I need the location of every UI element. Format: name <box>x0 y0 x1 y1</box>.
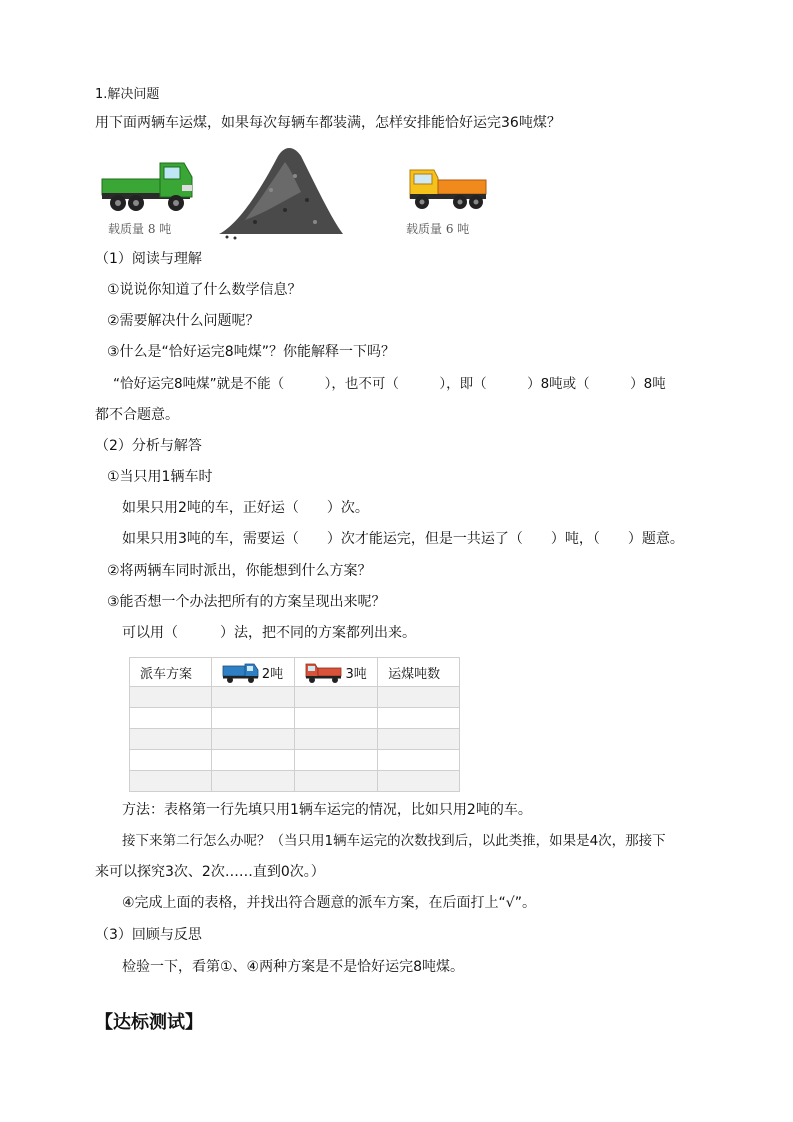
part1-q3: ③什么是“恰好运完8吨煤”？你能解释一下吗？ <box>107 344 395 360</box>
table-cell[interactable] <box>130 687 212 708</box>
part2-step3a: 可以用（ ）法，把不同的方案都列出来。 <box>122 625 416 641</box>
table-cell[interactable] <box>130 729 212 750</box>
table-cell[interactable] <box>378 750 460 771</box>
method-text: 方法：表格第一行先填只用1辆车运完的情况，比如只用2吨的车。 <box>122 802 532 818</box>
problem-question: 用下面两辆车运煤，如果每次每辆车都装满，怎样安排能恰好运完36吨煤？ <box>95 115 561 131</box>
table-header-row <box>130 658 460 687</box>
table-cell[interactable] <box>211 708 295 729</box>
part3-check: 检验一下，看第①、④两种方案是不是恰好运完8吨煤。 <box>122 959 465 975</box>
orange-truck-icon <box>408 162 490 212</box>
table-cell[interactable] <box>378 729 460 750</box>
table-cell[interactable] <box>130 771 212 792</box>
table-row <box>130 687 460 708</box>
table-cell[interactable] <box>130 750 212 771</box>
blue-truck-icon <box>222 660 260 684</box>
table-cell[interactable] <box>378 708 460 729</box>
table-row <box>130 771 460 792</box>
part1-title: （1）阅读与理解 <box>95 251 202 267</box>
part2-step1a: 如果只用2吨的车，正好运（ ）次。 <box>122 500 369 516</box>
part2-step1b: 如果只用3吨的车，需要运（ ）次才能运完，但是一共运了（ ）吨，（ ）题意。 <box>122 531 684 547</box>
plan-table <box>129 657 460 792</box>
part1-q1: ①说说你知道了什么数学信息？ <box>107 282 302 298</box>
part2-title: （2）分析与解答 <box>95 438 202 454</box>
table-cell[interactable] <box>378 771 460 792</box>
table-cell[interactable] <box>378 687 460 708</box>
header-3ton <box>295 658 378 687</box>
part1-fill-line1: “恰好运完8吨煤”就是不能（ ），也不可（ ），即（ ）8吨或（ ）8吨 <box>113 376 666 392</box>
green-truck-icon <box>100 155 196 215</box>
table-cell[interactable] <box>295 708 378 729</box>
table-cell[interactable] <box>211 771 295 792</box>
table-cell[interactable] <box>295 729 378 750</box>
part1-fill-line2: 都不合题意。 <box>95 407 179 423</box>
table-cell[interactable] <box>295 771 378 792</box>
header-2ton-label: 2吨 <box>261 666 284 682</box>
header-coal-tons <box>378 658 460 687</box>
header-coal-tons-label: 运煤吨数 <box>388 666 441 682</box>
table-row <box>130 729 460 750</box>
next-step-line2: 来可以探究3次、2次……直到0次。） <box>95 864 325 880</box>
orange-truck-caption: 载质量 6 吨 <box>406 222 470 236</box>
header-plan <box>130 658 212 687</box>
red-truck-icon <box>305 660 343 684</box>
header-3ton-label: 3吨 <box>345 666 367 682</box>
table-cell[interactable] <box>211 687 295 708</box>
table-row <box>130 708 460 729</box>
table-cell[interactable] <box>130 708 212 729</box>
coal-pile-icon <box>215 140 345 240</box>
part2-step1: ①当只用1辆车时 <box>107 469 213 485</box>
table-cell[interactable] <box>295 687 378 708</box>
part2-step4: ④完成上面的表格，并找出符合题意的派车方案，在后面打上“√”。 <box>122 895 536 911</box>
table-cell[interactable] <box>211 750 295 771</box>
next-step-line1: 接下来第二行怎么办呢？（当只用1辆车运完的次数找到后，以此类推，如果是4次，那接下 <box>122 833 666 849</box>
header-2ton <box>211 658 295 687</box>
table-cell[interactable] <box>295 750 378 771</box>
test-title: 【达标测试】 <box>95 1012 203 1033</box>
part2-step3: ③能否想一个办法把所有的方案呈现出来呢？ <box>107 594 386 610</box>
green-truck-caption: 载质量 8 吨 <box>108 222 172 236</box>
table-row <box>130 750 460 771</box>
part1-q2: ②需要解决什么问题呢？ <box>107 313 260 329</box>
part2-step2: ②将两辆车同时派出，你能想到什么方案？ <box>107 563 372 579</box>
section-heading: 1.解决问题 <box>95 87 160 102</box>
table-cell[interactable] <box>211 729 295 750</box>
part3-title: （3）回顾与反思 <box>95 927 202 943</box>
header-plan-label: 派车方案 <box>140 666 193 682</box>
